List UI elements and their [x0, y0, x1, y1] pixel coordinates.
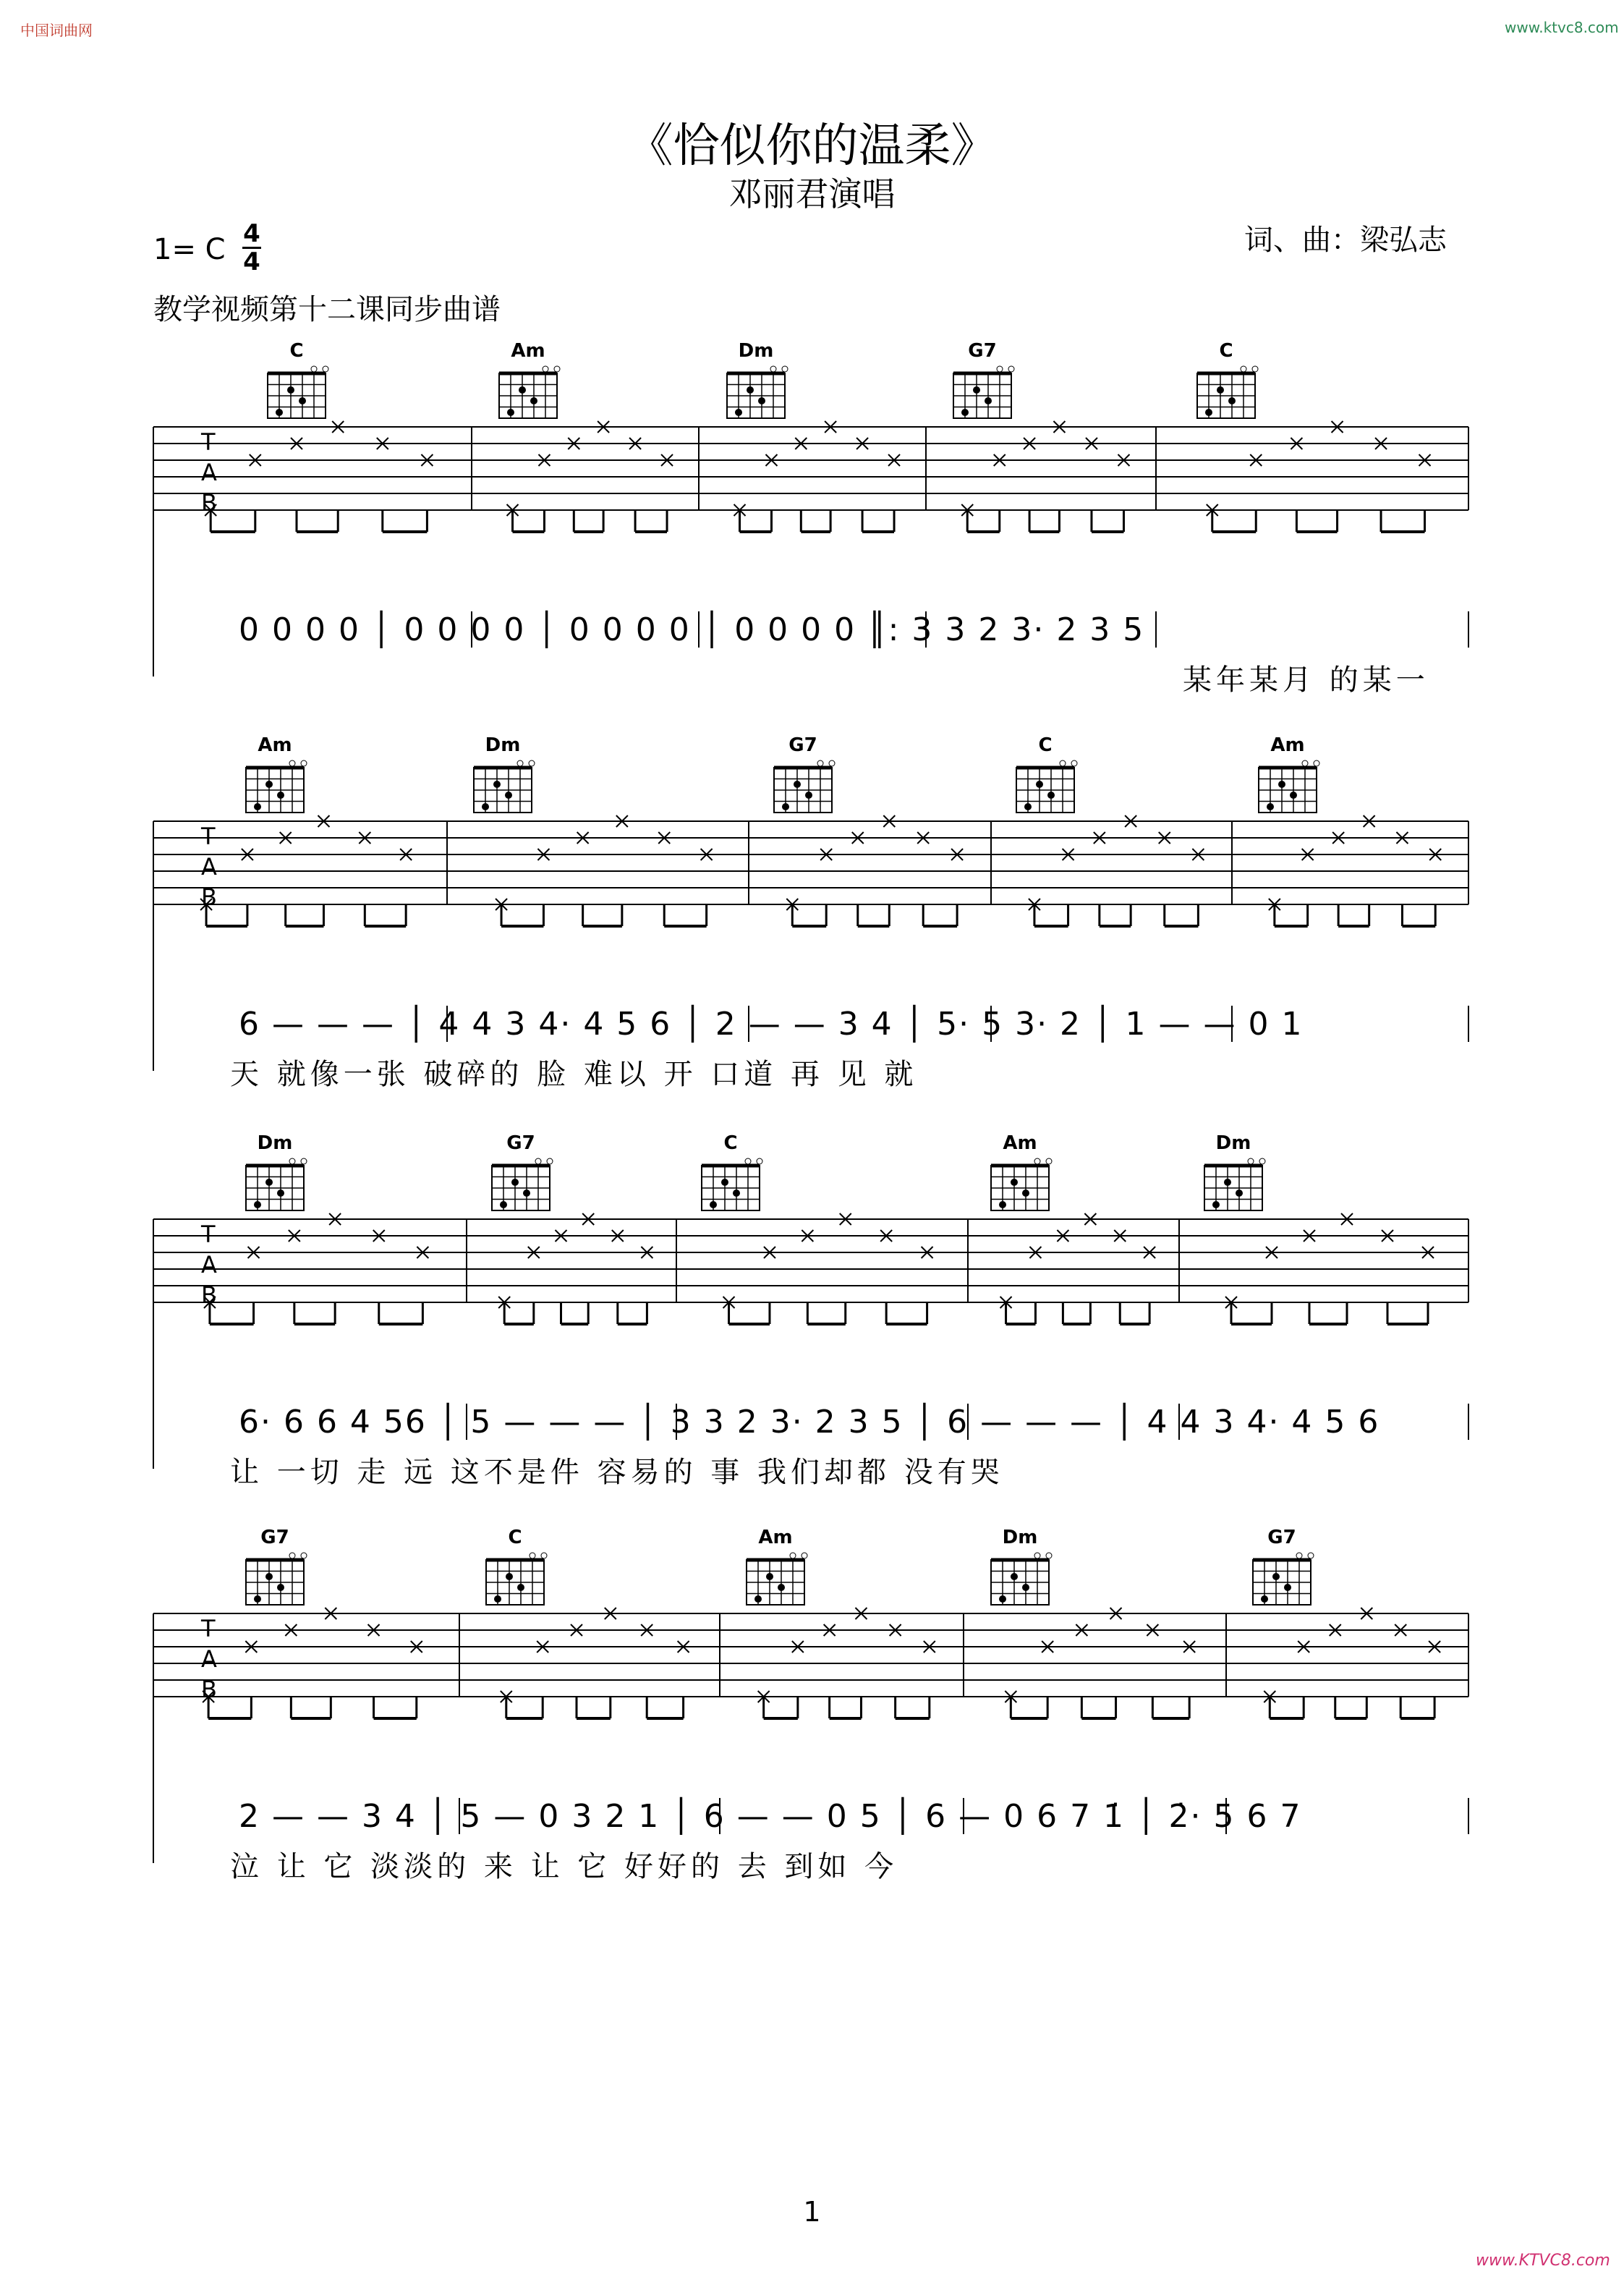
chord-name: Dm	[257, 1132, 293, 1154]
chord-name: Am	[511, 340, 545, 362]
chord-name: C	[1038, 734, 1053, 756]
singer: 邓丽君演唱	[728, 174, 896, 213]
chord-name: Dm	[1215, 1132, 1251, 1154]
tab-clef-letter: T	[201, 1615, 216, 1642]
chord-name: Am	[1003, 1132, 1037, 1154]
chord-name: G7	[506, 1132, 535, 1154]
key-signature: 1= C	[153, 233, 226, 266]
chord-diagram	[242, 1551, 307, 1609]
watermark: www.KTVC8.com	[1476, 2252, 1610, 2270]
tab-clef-letter: T	[201, 823, 216, 850]
lyrics-line: 某年某月 的某一	[1183, 663, 1429, 697]
lyrics-line: 泣 让 它 淡淡的 来 让 它 好好的 去 到如 今	[230, 1850, 898, 1883]
chord-name: Am	[258, 734, 292, 756]
chord-name: C	[723, 1132, 738, 1154]
credit: 词、曲：梁弘志	[1244, 224, 1447, 257]
tab-clef-letter: A	[201, 1251, 217, 1278]
site-label-right: www.ktvc8.com	[1505, 19, 1619, 36]
lyrics-line: 让 一切 走 远 这不是件 容易的 事 我们却都 没有哭	[230, 1456, 1004, 1489]
chord-diagram	[743, 1551, 808, 1609]
numbered-notation: 6· 6 6 4 56 │ 5 — — — │ 3 3 2 3· 2 3 5 │ 6 — — — │ 4 4 3 4· 4 5 6	[239, 1404, 1380, 1441]
chord-diagram	[1249, 1551, 1314, 1609]
chord-diagram	[987, 1551, 1053, 1609]
song-title: 《恰似你的温柔》	[626, 119, 998, 173]
tab-clef-letter: A	[201, 459, 217, 486]
tab-clef-letter: B	[201, 883, 217, 911]
tab-clef-letter: T	[201, 428, 216, 456]
tab-clef-letter: B	[201, 1281, 217, 1309]
tab-clef-letter: A	[201, 1645, 217, 1673]
numbered-notation: 0 0 0 0 │ 0 0 0 0 │ 0 0 0 0 │ 0 0 0 0 ║: 3 3 2 3· 2 3 5	[239, 611, 1145, 648]
chord-name: Dm	[1002, 1527, 1038, 1548]
tab-clef-letter: T	[201, 1221, 216, 1248]
page-number: 1	[803, 2196, 821, 2228]
time-sig-top: 4	[243, 219, 260, 248]
tab-clef-letter: B	[201, 1676, 217, 1703]
chord-name: Dm	[485, 734, 521, 756]
lyrics-line: 天 就像一张 破碎的 脸 难以 开 口道 再 见 就	[230, 1058, 918, 1091]
numbered-notation: 2 — — 3 4 │ 5 — 0 3 2 1 │ 6 — — 0 5 │ 6 — 0 6 7 1̇ │ 2̇· 5 6 7	[239, 1798, 1302, 1835]
tab-clef-letter: A	[201, 853, 217, 881]
lesson-label: 教学视频第十二课同步曲谱	[153, 293, 501, 326]
chord-name: G7	[260, 1527, 289, 1548]
chord-name: C	[508, 1527, 522, 1548]
chord-name: G7	[968, 340, 997, 362]
chord-name: Dm	[738, 340, 774, 362]
time-sig-bottom: 4	[243, 247, 260, 276]
site-label-left: 中国词曲网	[20, 22, 93, 39]
numbered-notation: 6 — — — │ 4 4 3 4· 4 5 6 │ 2 — — 3 4 │ 5· 5 3· 2 │ 1 — — 0 1	[239, 1006, 1304, 1043]
tab-clef-letter: B	[201, 489, 217, 517]
chord-name: Am	[758, 1527, 793, 1548]
chord-name: G7	[788, 734, 817, 756]
chord-name: G7	[1267, 1527, 1296, 1548]
chord-name: C	[289, 340, 304, 362]
chord-diagram	[482, 1551, 548, 1609]
chord-name: C	[1219, 340, 1233, 362]
chord-name: Am	[1270, 734, 1305, 756]
